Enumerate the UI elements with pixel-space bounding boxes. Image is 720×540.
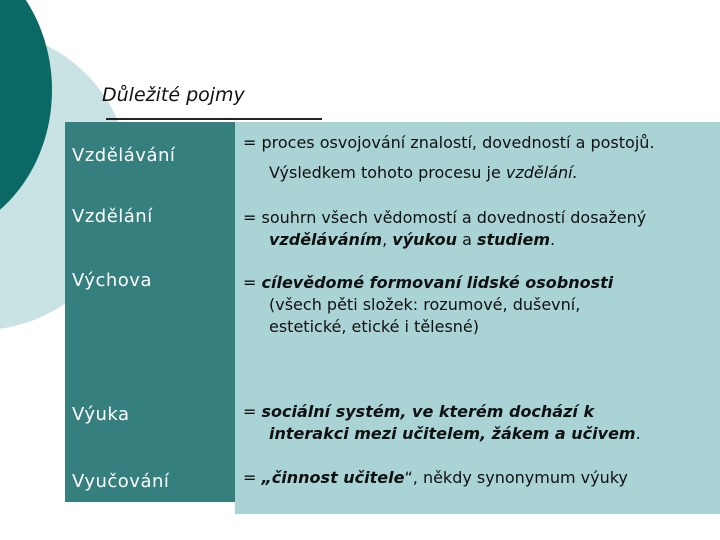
term-vyuka: Výuka xyxy=(72,404,130,425)
definition-emphasis: interakci mezi učitelem, žákem a učivem xyxy=(269,424,636,443)
definition-text: = xyxy=(243,402,262,421)
definition-line xyxy=(243,272,715,294)
term-vychova: Výchova xyxy=(72,270,152,291)
definition-text: , xyxy=(382,230,393,249)
definition-text: = xyxy=(243,468,262,487)
definition-vyucovani xyxy=(243,467,715,489)
title-underline xyxy=(106,118,322,120)
definition-line xyxy=(243,229,715,251)
definition-text: = xyxy=(243,273,262,292)
terms-column xyxy=(65,122,235,502)
definition-line: = souhrn všech vědomostí a dovedností dosažený xyxy=(243,208,647,227)
definition-emphasis: cílevědomé formovaní lidské osobnosti xyxy=(261,273,614,292)
definition-line xyxy=(243,162,715,184)
definition-line: estetické, etické i tělesné) xyxy=(269,317,480,336)
definition-line: (všech pěti složek: rozumové, duševní, xyxy=(269,295,581,314)
definition-line xyxy=(243,423,715,445)
definition-emphasis: vzdělání. xyxy=(505,163,578,182)
definition-line xyxy=(243,401,715,423)
definition-vzdelavani xyxy=(243,132,715,184)
definition-vzdelani xyxy=(243,207,715,251)
definition-emphasis: studiem xyxy=(476,230,550,249)
slide-title: Důležité pojmy xyxy=(102,84,245,106)
term-vzdelani: Vzdělání xyxy=(72,206,153,227)
term-vzdelavani: Vzdělávání xyxy=(72,145,176,166)
definition-emphasis: vzděláváním xyxy=(269,230,383,249)
definition-text: a xyxy=(456,230,477,249)
definition-text: Výsledkem tohoto procesu je xyxy=(269,163,506,182)
definition-text: . xyxy=(550,230,556,249)
definition-text: . xyxy=(635,424,641,443)
definition-text: “, někdy synonymum výuky xyxy=(404,468,628,487)
definition-emphasis: sociální systém, ve kterém dochází k xyxy=(261,402,595,421)
definition-line: = proces osvojování znalostí, dovedností a postojů. xyxy=(243,133,655,152)
definition-line xyxy=(243,467,715,489)
definition-emphasis: „činnost učitele xyxy=(261,468,405,487)
definition-vyuka xyxy=(243,401,715,445)
definition-vychova xyxy=(243,272,715,338)
term-vyucovani: Vyučování xyxy=(72,471,170,492)
definition-emphasis: výukou xyxy=(392,230,457,249)
